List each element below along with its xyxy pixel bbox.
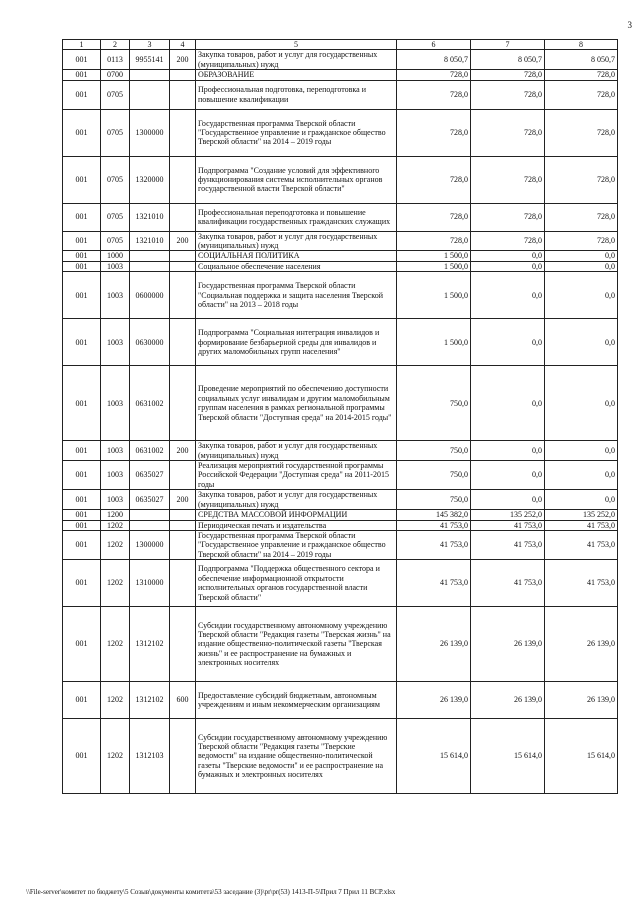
- column-number: 2: [101, 40, 130, 50]
- amount-year-1: 750,0: [397, 441, 471, 461]
- section-code: 1202: [101, 719, 130, 794]
- item-name: Профессиональная подготовка, переподготовка и повышение квалификации: [196, 80, 397, 109]
- table-row: [63, 441, 618, 461]
- expense-type: [170, 80, 196, 109]
- item-name: Субсидии государственному автономному учреждению Тверской области "Редакция газеты "Тверские ведомости" на издание общественно-политической газеты "Тверские ведомости" и ее распространение на бумажных и электронных носителях: [196, 719, 397, 794]
- item-name: Подпрограмма "Поддержка общественного сектора и обеспечение информационной открытости исполнительных органов государственной власти Тверской области": [196, 560, 397, 607]
- amount-year-3: 135 252,0: [545, 510, 618, 520]
- item-name: Закупка товаров, работ и услуг для государственных (муниципальных) нужд: [196, 50, 397, 70]
- expense-type: [170, 319, 196, 366]
- page-number: 3: [627, 20, 632, 30]
- amount-year-3: 728,0: [545, 203, 618, 231]
- section-code: 1003: [101, 441, 130, 461]
- gov-code: 001: [63, 319, 101, 366]
- amount-year-3: 15 614,0: [545, 719, 618, 794]
- expense-type: [170, 510, 196, 520]
- section-code: 0113: [101, 50, 130, 70]
- amount-year-2: 8 050,7: [471, 50, 545, 70]
- section-code: 1202: [101, 682, 130, 719]
- table-row: [63, 109, 618, 156]
- amount-year-3: 728,0: [545, 156, 618, 203]
- target-article: 1321010: [130, 231, 170, 251]
- section-code: 0705: [101, 109, 130, 156]
- table-row: [63, 319, 618, 366]
- item-name: ОБРАЗОВАНИЕ: [196, 70, 397, 80]
- amount-year-1: 728,0: [397, 231, 471, 251]
- expense-type: [170, 366, 196, 441]
- section-code: 1003: [101, 366, 130, 441]
- table-row: [63, 607, 618, 682]
- budget-table: [62, 39, 618, 794]
- column-number: 8: [545, 40, 618, 50]
- column-number: 5: [196, 40, 397, 50]
- amount-year-3: 26 139,0: [545, 682, 618, 719]
- gov-code: 001: [63, 607, 101, 682]
- section-code: 0705: [101, 203, 130, 231]
- amount-year-2: 728,0: [471, 203, 545, 231]
- gov-code: 001: [63, 251, 101, 261]
- amount-year-1: 728,0: [397, 156, 471, 203]
- expense-type: [170, 251, 196, 261]
- file-path-footer: \\File-server\комитет по бюджету\5 Созыв\документы комитета\53 заседание (3)\pr\pr(53) 1413-П-5\Прил 7 Прил 11 ВСР.xlsx: [26, 888, 396, 896]
- expense-type: [170, 109, 196, 156]
- amount-year-2: 26 139,0: [471, 607, 545, 682]
- target-article: 0635027: [130, 461, 170, 490]
- amount-year-3: 41 753,0: [545, 530, 618, 559]
- gov-code: 001: [63, 441, 101, 461]
- column-number: 4: [170, 40, 196, 50]
- expense-type: [170, 719, 196, 794]
- section-code: 0705: [101, 80, 130, 109]
- target-article: [130, 80, 170, 109]
- gov-code: 001: [63, 50, 101, 70]
- table-row: [63, 560, 618, 607]
- item-name: СОЦИАЛЬНАЯ ПОЛИТИКА: [196, 251, 397, 261]
- gov-code: 001: [63, 156, 101, 203]
- amount-year-3: 728,0: [545, 70, 618, 80]
- section-code: 1000: [101, 251, 130, 261]
- gov-code: 001: [63, 70, 101, 80]
- item-name: СРЕДСТВА МАССОВОЙ ИНФОРМАЦИИ: [196, 510, 397, 520]
- column-number: 1: [63, 40, 101, 50]
- amount-year-1: 1 500,0: [397, 251, 471, 261]
- expense-type: 200: [170, 231, 196, 251]
- amount-year-3: 728,0: [545, 109, 618, 156]
- target-article: 0630000: [130, 319, 170, 366]
- amount-year-2: 728,0: [471, 231, 545, 251]
- column-number: 7: [471, 40, 545, 50]
- gov-code: 001: [63, 719, 101, 794]
- section-code: 1003: [101, 319, 130, 366]
- amount-year-2: 0,0: [471, 319, 545, 366]
- gov-code: 001: [63, 682, 101, 719]
- amount-year-3: 0,0: [545, 441, 618, 461]
- section-code: 0700: [101, 70, 130, 80]
- table-row: [63, 520, 618, 530]
- gov-code: 001: [63, 109, 101, 156]
- table-row: [63, 70, 618, 80]
- item-name: Подпрограмма "Создание условий для эффективного функционирования системы исполнительных органов государственной власти Тверской области": [196, 156, 397, 203]
- expense-type: 200: [170, 50, 196, 70]
- amount-year-2: 135 252,0: [471, 510, 545, 520]
- expense-type: [170, 530, 196, 559]
- amount-year-1: 750,0: [397, 490, 471, 510]
- target-article: 1300000: [130, 109, 170, 156]
- item-name: Субсидии государственному автономному учреждению Тверской области "Редакция газеты "Тверская жизнь" на издание общественно-политической газеты "Тверская жизнь" и ее распространение на бумажных и электронных носителях: [196, 607, 397, 682]
- item-name: Государственная программа Тверской области "Социальная поддержка и защита населения Тверской области" на 2013 – 2018 годы: [196, 272, 397, 319]
- target-article: 1312102: [130, 682, 170, 719]
- table-row: [63, 50, 618, 70]
- amount-year-2: 0,0: [471, 272, 545, 319]
- amount-year-2: 0,0: [471, 490, 545, 510]
- item-name: Закупка товаров, работ и услуг для государственных (муниципальных) нужд: [196, 441, 397, 461]
- amount-year-1: 1 500,0: [397, 319, 471, 366]
- expense-type: [170, 560, 196, 607]
- amount-year-1: 15 614,0: [397, 719, 471, 794]
- section-code: 1003: [101, 490, 130, 510]
- item-name: Профессиональная переподготовка и повышение квалификации государственных гражданских служащих: [196, 203, 397, 231]
- expense-type: 200: [170, 441, 196, 461]
- amount-year-1: 41 753,0: [397, 530, 471, 559]
- expense-type: [170, 70, 196, 80]
- expense-type: [170, 607, 196, 682]
- target-article: 0600000: [130, 272, 170, 319]
- amount-year-1: 26 139,0: [397, 682, 471, 719]
- column-number-row: [63, 40, 618, 50]
- section-code: 1200: [101, 510, 130, 520]
- target-article: [130, 261, 170, 271]
- section-code: 1202: [101, 520, 130, 530]
- target-article: 1300000: [130, 530, 170, 559]
- target-article: 1321010: [130, 203, 170, 231]
- amount-year-1: 26 139,0: [397, 607, 471, 682]
- amount-year-2: 0,0: [471, 366, 545, 441]
- target-article: 1310000: [130, 560, 170, 607]
- target-article: 1312102: [130, 607, 170, 682]
- gov-code: 001: [63, 520, 101, 530]
- target-article: 9955141: [130, 50, 170, 70]
- item-name: Государственная программа Тверской области "Государственное управление и гражданское общество Тверской области" на 2014 – 2019 годы: [196, 109, 397, 156]
- section-code: 1003: [101, 461, 130, 490]
- section-code: 1202: [101, 607, 130, 682]
- amount-year-2: 0,0: [471, 261, 545, 271]
- gov-code: 001: [63, 80, 101, 109]
- target-article: 0631002: [130, 366, 170, 441]
- table-row: [63, 272, 618, 319]
- expense-type: 200: [170, 490, 196, 510]
- table-row: [63, 461, 618, 490]
- section-code: 1003: [101, 261, 130, 271]
- table-row: [63, 490, 618, 510]
- item-name: Государственная программа Тверской области "Государственное управление и гражданское общество Тверской области" на 2014 – 2019 годы: [196, 530, 397, 559]
- amount-year-2: 0,0: [471, 441, 545, 461]
- amount-year-1: 728,0: [397, 70, 471, 80]
- gov-code: 001: [63, 231, 101, 251]
- amount-year-1: 728,0: [397, 203, 471, 231]
- table-row: [63, 530, 618, 559]
- amount-year-3: 0,0: [545, 251, 618, 261]
- expense-type: [170, 156, 196, 203]
- gov-code: 001: [63, 510, 101, 520]
- amount-year-2: 15 614,0: [471, 719, 545, 794]
- gov-code: 001: [63, 530, 101, 559]
- gov-code: 001: [63, 461, 101, 490]
- expense-type: [170, 261, 196, 271]
- amount-year-2: 41 753,0: [471, 520, 545, 530]
- amount-year-3: 0,0: [545, 490, 618, 510]
- gov-code: 001: [63, 560, 101, 607]
- amount-year-1: 728,0: [397, 80, 471, 109]
- column-number: 6: [397, 40, 471, 50]
- amount-year-2: 0,0: [471, 251, 545, 261]
- amount-year-3: 0,0: [545, 366, 618, 441]
- expense-type: [170, 461, 196, 490]
- amount-year-3: 0,0: [545, 272, 618, 319]
- section-code: 1202: [101, 560, 130, 607]
- amount-year-3: 728,0: [545, 231, 618, 251]
- amount-year-2: 41 753,0: [471, 530, 545, 559]
- target-article: [130, 251, 170, 261]
- amount-year-3: 41 753,0: [545, 520, 618, 530]
- item-name: Периодическая печать и издательства: [196, 520, 397, 530]
- amount-year-1: 1 500,0: [397, 261, 471, 271]
- section-code: 1202: [101, 530, 130, 559]
- column-number: 3: [130, 40, 170, 50]
- table-row: [63, 719, 618, 794]
- table-row: [63, 251, 618, 261]
- amount-year-3: 41 753,0: [545, 560, 618, 607]
- amount-year-2: 728,0: [471, 156, 545, 203]
- target-article: [130, 70, 170, 80]
- amount-year-1: 145 382,0: [397, 510, 471, 520]
- target-article: 1312103: [130, 719, 170, 794]
- amount-year-2: 728,0: [471, 80, 545, 109]
- amount-year-1: 1 500,0: [397, 272, 471, 319]
- target-article: 1320000: [130, 156, 170, 203]
- amount-year-3: 0,0: [545, 319, 618, 366]
- table-row: [63, 231, 618, 251]
- item-name: Предоставление субсидий бюджетным, автономным учреждениям и иным некоммерческим организациям: [196, 682, 397, 719]
- expense-type: [170, 520, 196, 530]
- table-row: [63, 510, 618, 520]
- amount-year-2: 728,0: [471, 109, 545, 156]
- amount-year-2: 728,0: [471, 70, 545, 80]
- amount-year-1: 750,0: [397, 366, 471, 441]
- amount-year-3: 0,0: [545, 461, 618, 490]
- gov-code: 001: [63, 203, 101, 231]
- expense-type: [170, 203, 196, 231]
- section-code: 1003: [101, 272, 130, 319]
- table-row: [63, 156, 618, 203]
- target-article: 0635027: [130, 490, 170, 510]
- item-name: Проведение мероприятий по обеспечению доступности социальных услуг инвалидам и другим маломобильным группам населения в рамках региональной программы Тверской области "Доступная среда" на 2014-2015 годы": [196, 366, 397, 441]
- section-code: 0705: [101, 156, 130, 203]
- amount-year-1: 728,0: [397, 109, 471, 156]
- amount-year-1: 750,0: [397, 461, 471, 490]
- amount-year-1: 41 753,0: [397, 560, 471, 607]
- gov-code: 001: [63, 490, 101, 510]
- item-name: Закупка товаров, работ и услуг для государственных (муниципальных) нужд: [196, 490, 397, 510]
- gov-code: 001: [63, 261, 101, 271]
- amount-year-2: 0,0: [471, 461, 545, 490]
- gov-code: 001: [63, 366, 101, 441]
- amount-year-2: 26 139,0: [471, 682, 545, 719]
- expense-type: [170, 272, 196, 319]
- gov-code: 001: [63, 272, 101, 319]
- expense-type: 600: [170, 682, 196, 719]
- table-row: [63, 366, 618, 441]
- amount-year-3: 8 050,7: [545, 50, 618, 70]
- table-row: [63, 261, 618, 271]
- target-article: [130, 510, 170, 520]
- item-name: Подпрограмма "Социальная интеграция инвалидов и формирование безбарьерной среды для инвалидов и других маломобильных групп населения": [196, 319, 397, 366]
- item-name: Закупка товаров, работ и услуг для государственных (муниципальных) нужд: [196, 231, 397, 251]
- target-article: [130, 520, 170, 530]
- amount-year-3: 26 139,0: [545, 607, 618, 682]
- item-name: Реализация мероприятий государственной программы Российской Федерации "Доступная среда" на 2011-2015 годы: [196, 461, 397, 490]
- section-code: 0705: [101, 231, 130, 251]
- table-row: [63, 203, 618, 231]
- amount-year-1: 8 050,7: [397, 50, 471, 70]
- amount-year-2: 41 753,0: [471, 560, 545, 607]
- target-article: 0631002: [130, 441, 170, 461]
- amount-year-3: 0,0: [545, 261, 618, 271]
- amount-year-3: 728,0: [545, 80, 618, 109]
- amount-year-1: 41 753,0: [397, 520, 471, 530]
- table-row: [63, 80, 618, 109]
- table-row: [63, 682, 618, 719]
- item-name: Социальное обеспечение населения: [196, 261, 397, 271]
